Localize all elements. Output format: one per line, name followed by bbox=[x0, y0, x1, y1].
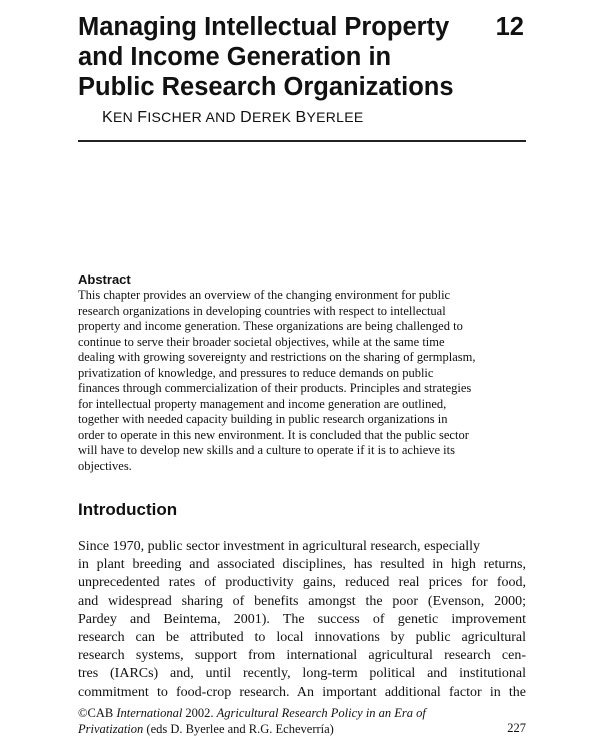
copyright-italic: International bbox=[116, 706, 183, 720]
footer-line-1 bbox=[78, 706, 526, 722]
abstract-line: This chapter provides an overview of the changing environment for public bbox=[78, 288, 451, 302]
abstract-line: property and income generation. These organizations are being challenged to bbox=[78, 319, 463, 333]
introduction-heading: Introduction bbox=[78, 500, 178, 519]
introduction-line: Pardey and Beintema, 2001). The success of genetic improvement bbox=[78, 611, 526, 627]
copyright-footer bbox=[78, 706, 526, 737]
introduction-line: research can be attributed to local innovations by public agricultural bbox=[78, 630, 526, 646]
introduction-line: unprecedented rates of productivity gains, reduced real prices for food, bbox=[78, 575, 526, 591]
chapter-title bbox=[78, 12, 478, 102]
introduction-line: tres (IARCs) and, until recently, long-term political and institutional bbox=[78, 666, 526, 682]
introduction-line: research systems, support from international agricultural research cen- bbox=[78, 648, 526, 664]
chapter-title-line: Managing Intellectual Property bbox=[78, 13, 450, 41]
abstract-line: research organizations in developing countries with respect to intellectual bbox=[78, 303, 446, 318]
footer-line-2 bbox=[78, 722, 526, 738]
chapter-title-line: Public Research Organizations bbox=[78, 73, 454, 101]
authors bbox=[102, 109, 364, 127]
introduction-line: commitment to food-crop research. An important additional factor in the bbox=[78, 684, 526, 700]
introduction-line: and widespread sharing of benefits amongst the poor (Evenson, 2000; bbox=[78, 593, 526, 609]
abstract-heading: Abstract bbox=[78, 272, 131, 287]
abstract-line: will have to develop new skills and a culture to operate if it is to achieve its bbox=[78, 443, 455, 457]
book-title-cont: Privatization bbox=[78, 721, 144, 736]
chapter-title-line: and Income Generation in bbox=[78, 43, 392, 71]
book-title: Agricultural Research Policy in an Era of bbox=[216, 706, 426, 720]
abstract-line: for intellectual property management and income generation are outlined, bbox=[78, 396, 447, 411]
chapter-number: 12 bbox=[495, 13, 524, 41]
copyright-year: 2002. bbox=[182, 706, 217, 720]
abstract-line: dealing with growing sovereignty and restrictions on the sharing of germplasm, bbox=[78, 350, 476, 364]
introduction-line: Since 1970, public sector investment in agricultural research, especially bbox=[78, 539, 480, 554]
abstract-line: finances through commercialization of their products. Principles and strategies bbox=[78, 381, 472, 395]
abstract-line: objectives. bbox=[78, 458, 132, 473]
editors: (eds D. Byerlee and R.G. Echeverría) bbox=[143, 721, 334, 736]
title-divider bbox=[78, 140, 526, 142]
page-number: 227 bbox=[507, 721, 526, 735]
introduction-body bbox=[78, 538, 526, 702]
authors-text: KEN FISCHER AND DEREK BYERLEE bbox=[102, 109, 364, 126]
abstract-line: privatization of knowledge, and pressures to reduce demands on public bbox=[78, 365, 434, 380]
abstract-body bbox=[78, 288, 526, 474]
abstract-line: order to operate in this new environment. It is concluded that the public sector bbox=[78, 427, 469, 442]
abstract-line: continue to serve their broader societal objectives, while at the same time bbox=[78, 334, 445, 349]
introduction-line: in plant breeding and associated disciplines, has resulted in high returns, bbox=[78, 557, 526, 573]
abstract-line: together with needed capacity building in public research organizations in bbox=[78, 412, 448, 426]
copyright-prefix: ©CAB bbox=[78, 706, 117, 720]
